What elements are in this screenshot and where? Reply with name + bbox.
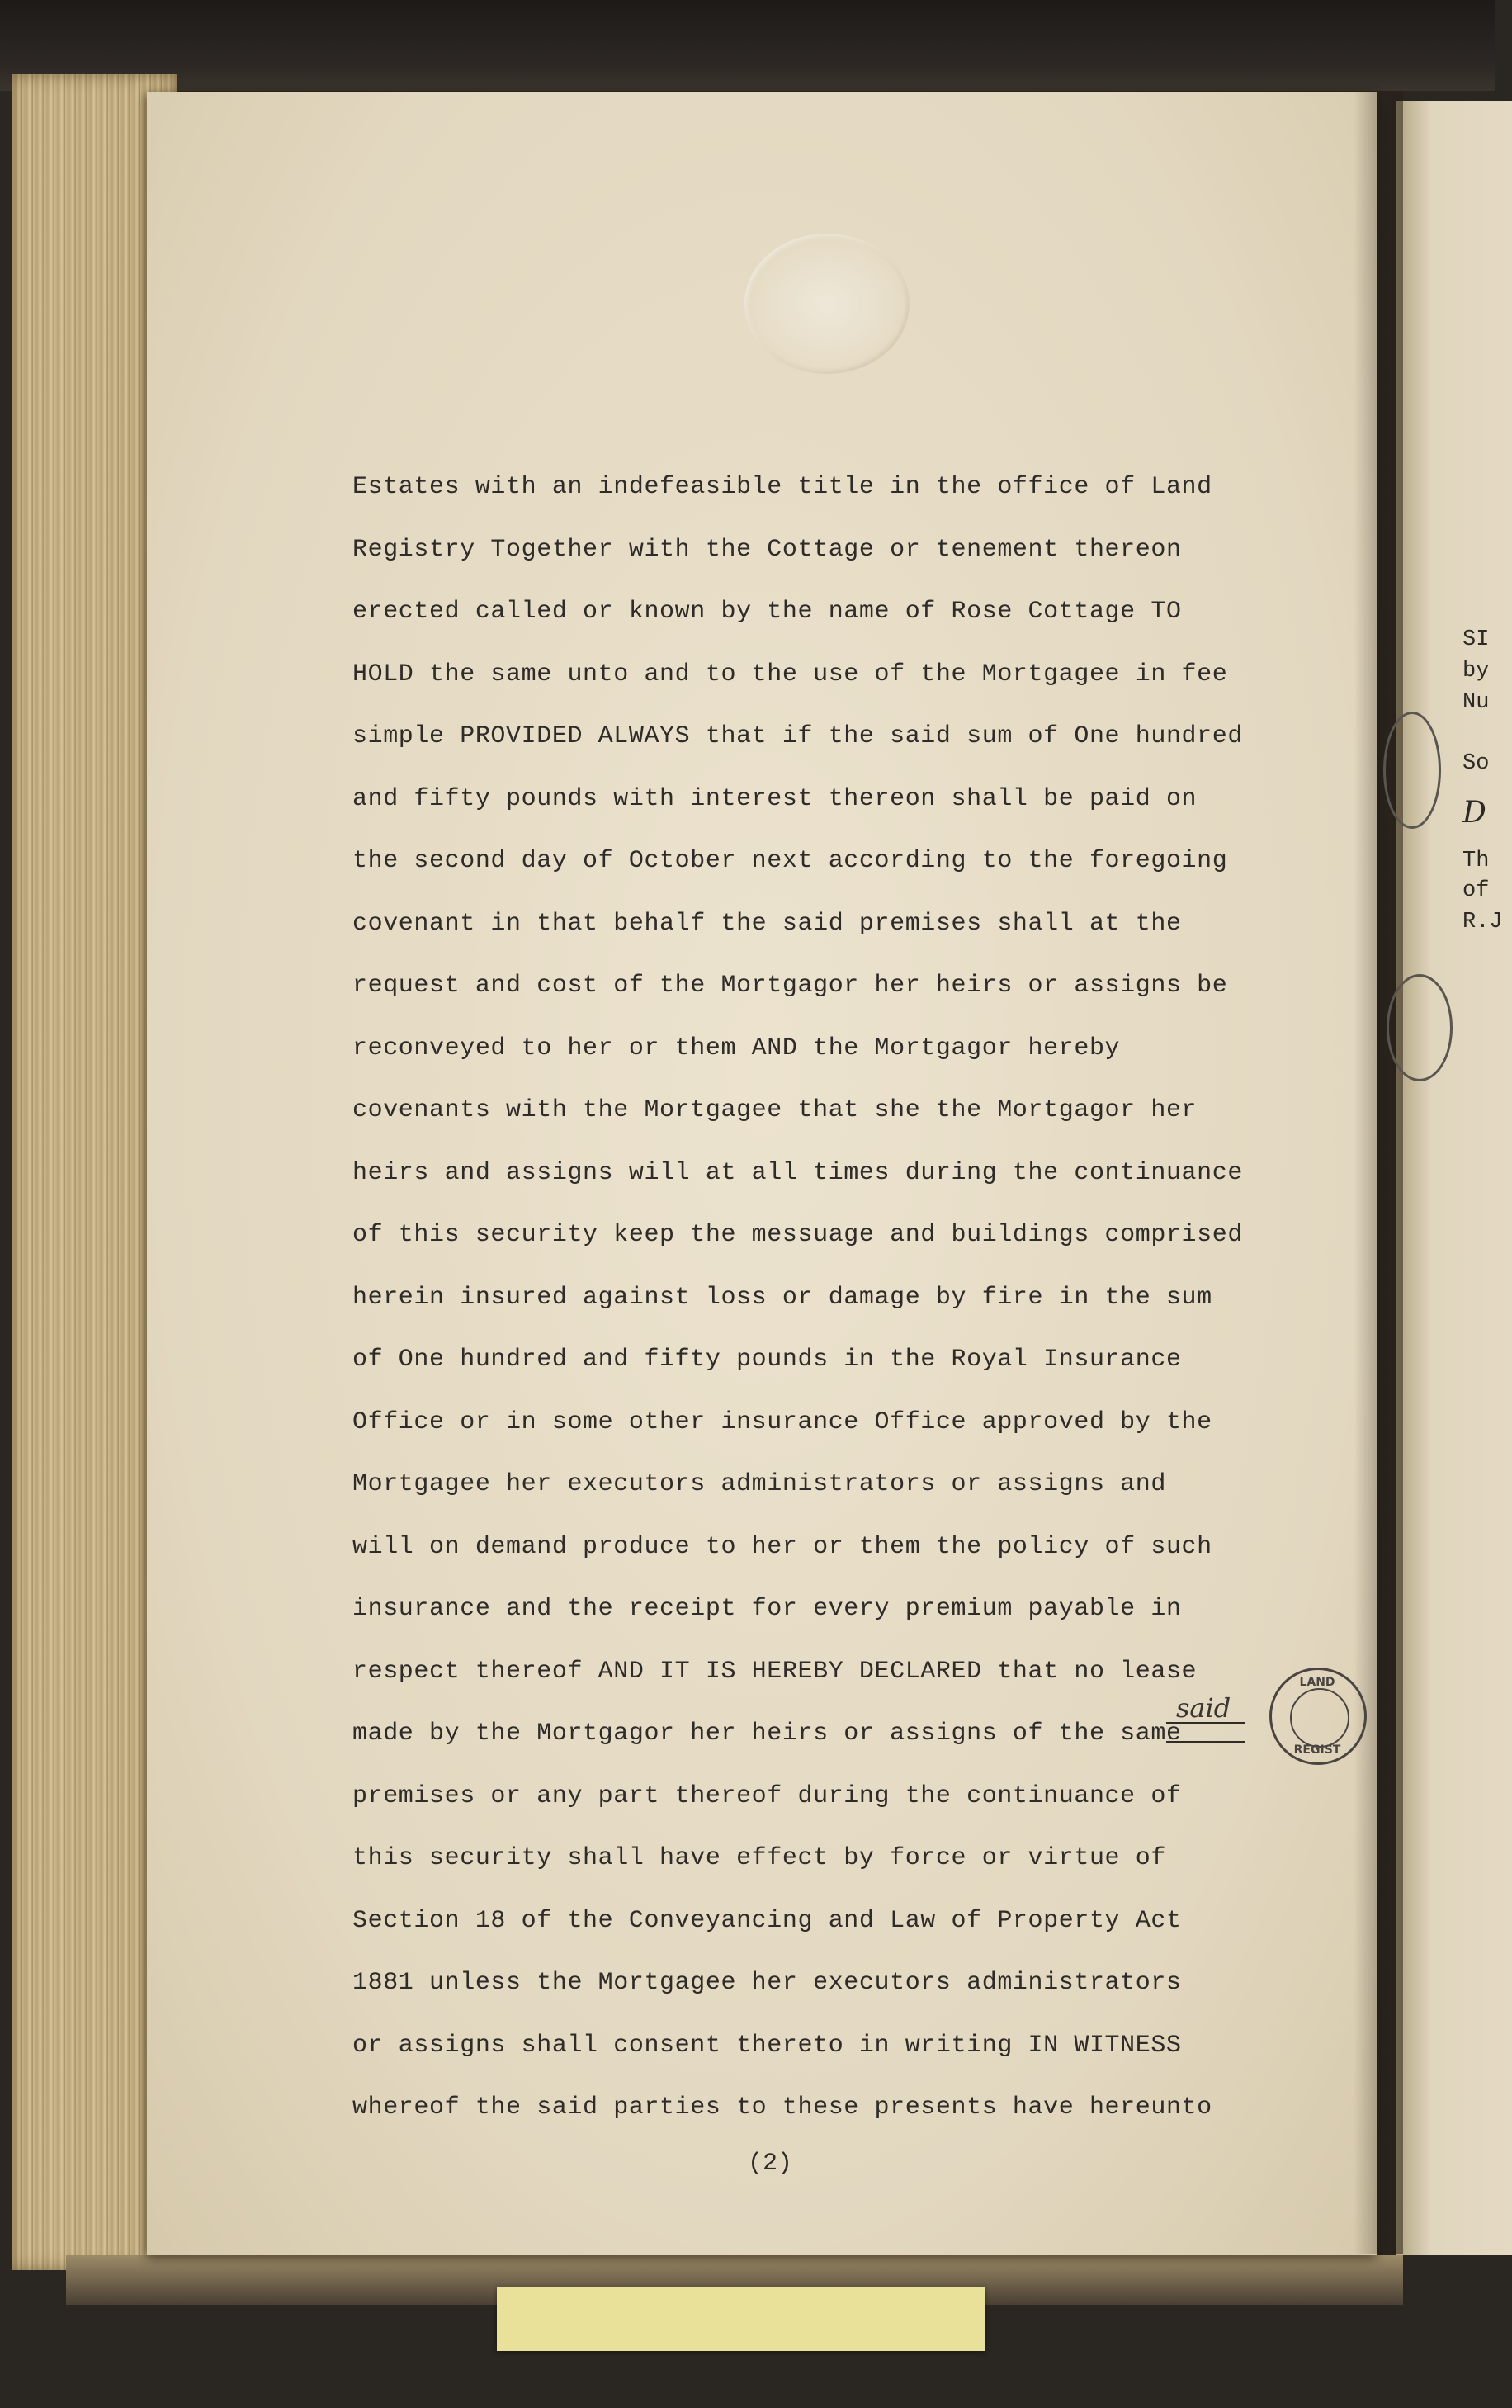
page-number: (2) [748,2150,793,2178]
text-line: premises or any part thereof during the continuance of [352,1781,1182,1810]
text-line: Estates with an indefeasible title in the office of Land [352,473,1212,501]
adjacent-page-text: of [1462,878,1490,903]
stamp-top-text: LAND [1299,1676,1335,1689]
text-line: will on demand produce to her or them the policy of such [352,1532,1212,1561]
text-line: erected called or known by the name of Rose Cottage TO [352,598,1182,626]
text-line: request and cost of the Mortgagor her heirs or assigns be [352,972,1228,1000]
adjacent-page-text: Th [1462,849,1490,873]
text-line: 1881 unless the Mortgagee her executors administrators [352,1969,1182,1997]
text-line: respect thereof AND IT IS HEREBY DECLARED that no lease [352,1657,1198,1686]
text-line: Office or in some other insurance Office approved by the [352,1407,1212,1436]
stamp-bottom-text: REGIST [1293,1743,1341,1757]
text-line: covenants with the Mortgagee that she the Mortgagor her [352,1096,1198,1124]
text-line: the second day of October next according to the foregoing [352,847,1228,875]
side-stamp-icon [1383,712,1441,829]
gutter-shadow [1354,91,1403,2254]
side-stamp-icon [1387,974,1453,1081]
adjacent-page [1396,101,1512,2255]
text-line: or assigns shall consent thereto in writing IN WITNESS [352,2031,1182,2060]
text-line: Section 18 of the Conveyancing and Law of Property Act [352,1906,1182,1935]
adjacent-page-text: D [1462,796,1486,830]
text-line: HOLD the same unto and to the use of the Mortgagee in fee [352,660,1228,688]
text-line: of this security keep the messuage and buildings comprised [352,1221,1243,1249]
text-line: Registry Together with the Cottage or tenement thereon [352,535,1182,564]
document-body [352,466,1343,2149]
adjacent-page-text: Nu [1462,690,1490,715]
text-line: covenant in that behalf the said premises shall at the [352,909,1182,938]
text-line: whereof the said parties to these presents have hereunto [352,2093,1212,2122]
adjacent-page-text: R.J [1462,910,1503,934]
text-line: this security shall have effect by force or virtue of [352,1844,1166,1872]
text-line: Mortgagee her executors administrators or assigns and [352,1470,1166,1498]
text-line: insurance and the receipt for every premium payable in [352,1595,1182,1623]
book-cover-edge [0,0,1495,91]
embossed-seal-icon [744,234,910,374]
text-line: simple PROVIDED ALWAYS that if the said sum of One hundred [352,722,1243,750]
text-line: herein insured against loss or damage by fire in the sum [352,1283,1212,1312]
adjacent-page-text: by [1462,659,1490,684]
adjacent-page-text: So [1462,751,1490,776]
text-line: heirs and assigns will at all times during the continuance [352,1158,1243,1187]
yellow-tab [497,2287,985,2351]
text-line: reconveyed to her or them AND the Mortgagor hereby [352,1034,1121,1062]
strikethrough-mark [1166,1722,1245,1743]
stamp-inner-ring [1290,1688,1349,1748]
adjacent-page-text: SI [1462,627,1490,652]
text-line: of One hundred and fifty pounds in the Royal Insurance [352,1346,1182,1374]
handwritten-correction: said [1176,1692,1231,1724]
text-line: and fifty pounds with interest thereon shall be paid on [352,784,1198,813]
text-line: made by the Mortgagor her heirs or assigns of the same [352,1720,1182,1748]
